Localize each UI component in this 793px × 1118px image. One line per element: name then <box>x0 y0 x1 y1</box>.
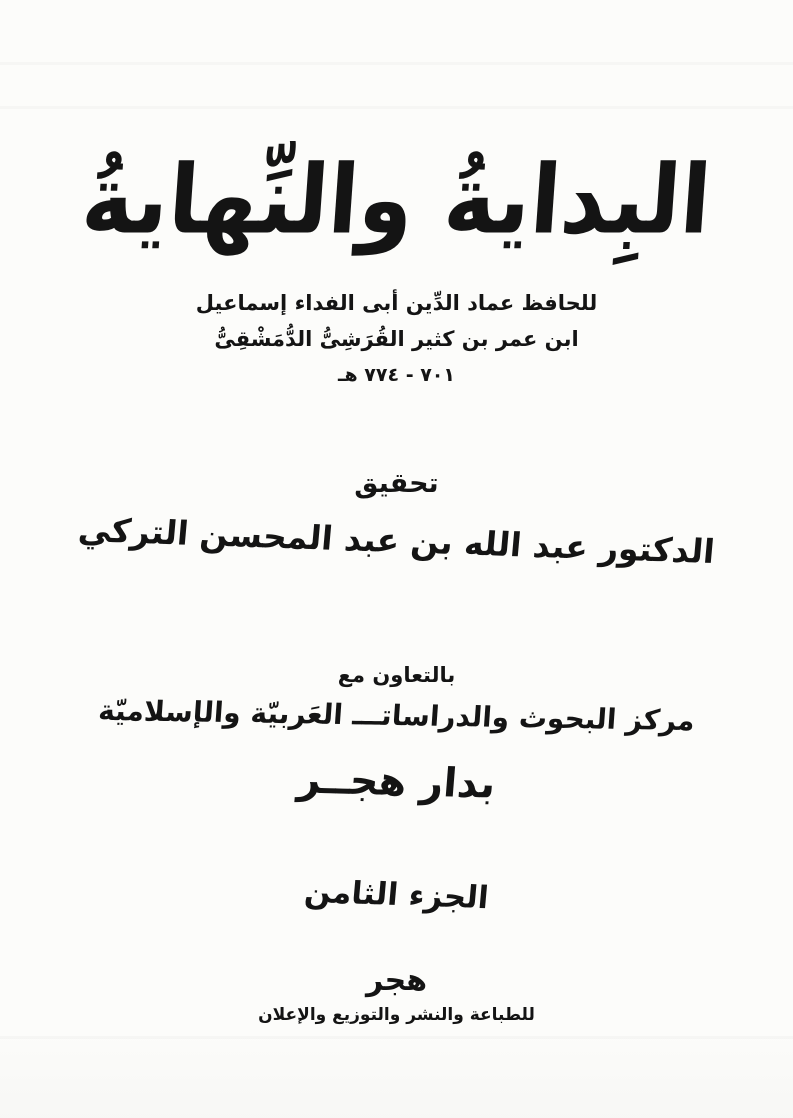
author-line-2: ابن عمر بن كثير القُرَشِىُّ الدُّمَشْقِىُّ <box>214 327 579 351</box>
book-title: البِدايةُ والنِّهايةُ <box>78 143 715 256</box>
publisher-subtitle: للطباعة والنشر والتوزيع والإعلان <box>258 1005 535 1025</box>
research-center-name: مركز البحوث والدراساتـــ العَربيّة والإسلاميّة <box>97 693 696 738</box>
volume-label: الجزء الثامن <box>302 873 491 917</box>
scan-band <box>0 1036 793 1039</box>
collaboration-label: بالتعاون مع <box>337 663 456 687</box>
editor-name: الدكتور عبد الله بن عبد المحسن التركي <box>76 509 717 572</box>
author-dates: ٧٠١ - ٧٧٤ هـ <box>337 364 455 386</box>
scan-band <box>0 62 793 65</box>
publisher-logo-text: هجر <box>365 963 428 998</box>
dar-hajar-name: بدار هجــر <box>295 756 498 808</box>
tahqiq-label: تحقيق <box>354 468 439 499</box>
author-line-1: للحافظ عماد الدِّين أبى الفداء إسماعيل <box>195 291 598 315</box>
